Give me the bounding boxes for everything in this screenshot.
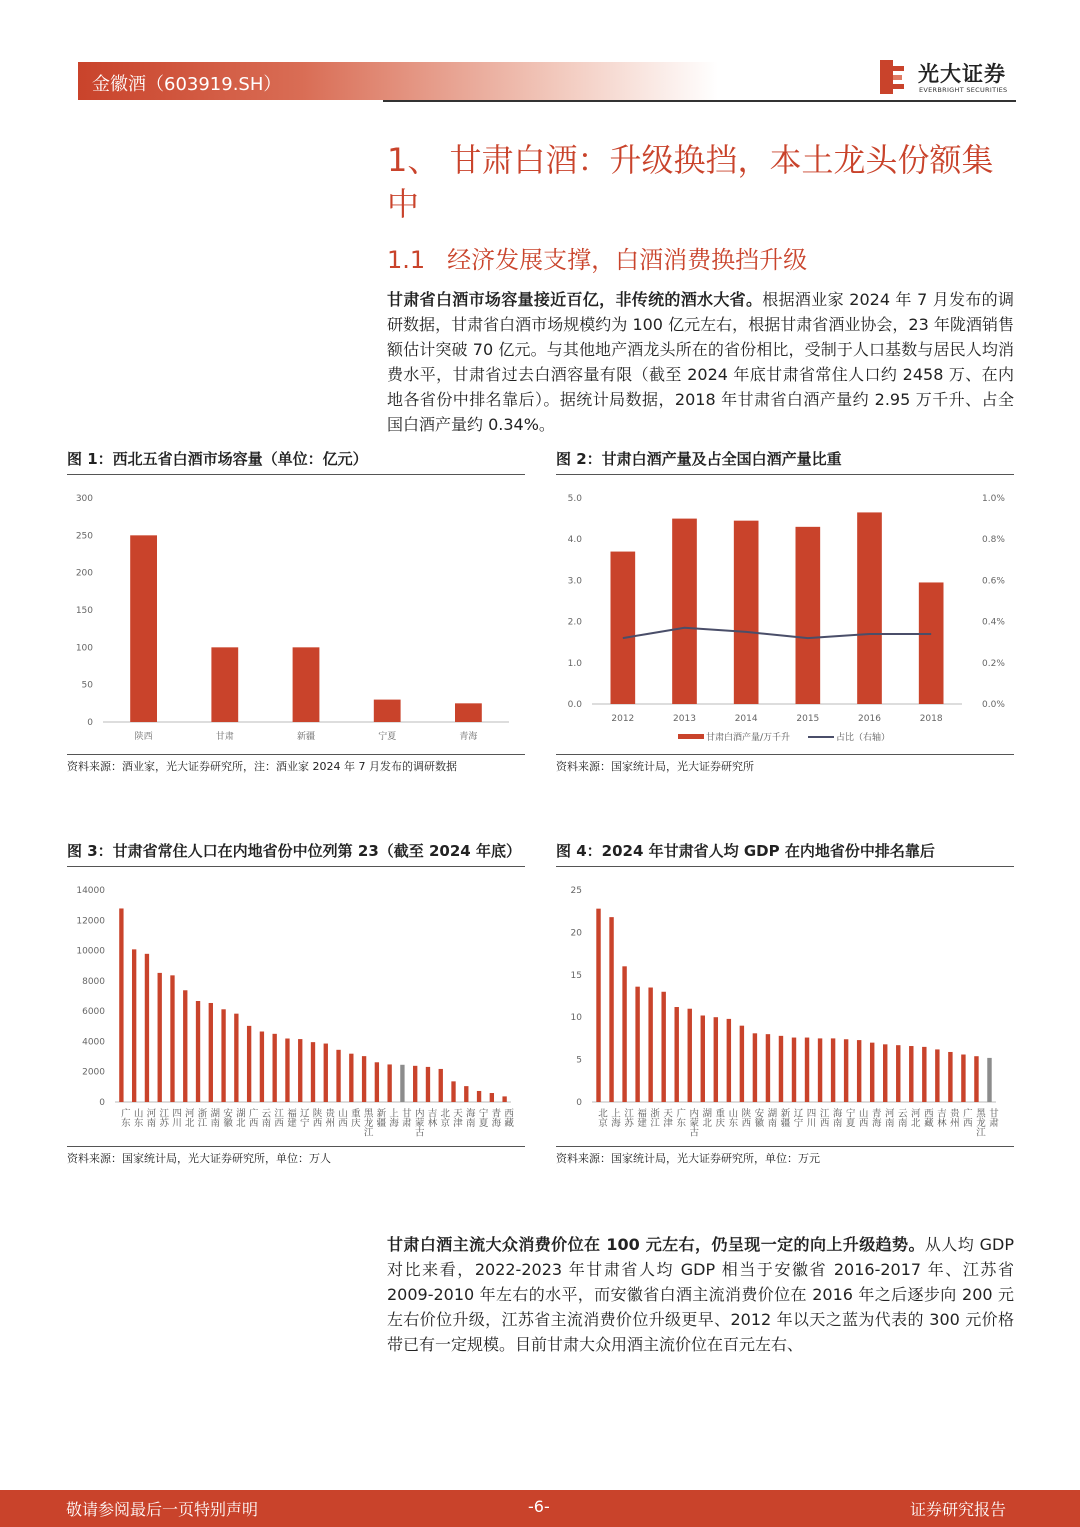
bar-陕西	[740, 1026, 744, 1102]
legend-label-bar: 甘肃白酒产量/万千升	[706, 733, 791, 743]
x-tick-label: 湖南	[765, 1108, 777, 1127]
x-tick-label: 辽宁	[297, 1108, 309, 1127]
logo-text: 光大证券	[918, 62, 1006, 86]
logo-subtext: EVERBRIGHT SECURITIES	[919, 86, 1008, 94]
x-tick-label: 辽宁	[791, 1108, 803, 1127]
bar-甘肃	[211, 647, 238, 722]
bar-河南	[145, 954, 149, 1102]
x-tick-label: 北京	[596, 1108, 608, 1127]
bar-江苏	[622, 966, 626, 1102]
x-tick-label: 江西	[272, 1108, 284, 1127]
x-tick-label: 湖北	[700, 1108, 712, 1127]
x-tick-label: 山西	[856, 1108, 868, 1127]
x-tick-label: 吉林	[934, 1108, 946, 1127]
figure-2-rule	[556, 474, 1014, 475]
everbright-logo-icon	[878, 58, 908, 96]
x-tick-label: 天津	[661, 1108, 673, 1127]
bar-陕西	[311, 1042, 315, 1102]
x-tick-label: 浙江	[648, 1108, 660, 1127]
x-tick-label: 广西	[960, 1108, 972, 1127]
x-tick-label: 海南	[463, 1108, 475, 1127]
figure-3-title: 图 3：甘肃省常住人口在内地省份中位列第 23（截至 2024 年底）	[67, 842, 521, 860]
x-tick-label: 安徽	[221, 1108, 233, 1127]
paragraph-1	[387, 287, 1014, 437]
bar-青海	[455, 703, 482, 722]
paragraph-2-lead: 甘肃白酒主流大众消费价位在 100 元左右，仍呈现一定的向上升级趋势。	[387, 1235, 925, 1254]
bar-安徽	[221, 1009, 225, 1102]
y-tick-label: 5	[576, 1055, 582, 1066]
bar-内蒙古	[688, 1009, 692, 1102]
bar-宁夏	[477, 1091, 481, 1102]
x-tick-label: 2015	[796, 714, 820, 724]
bar-青海	[870, 1043, 874, 1102]
figure-2-bottom-rule	[556, 754, 1014, 755]
y-tick-label: 150	[75, 606, 93, 616]
bar-云南	[896, 1045, 900, 1102]
bar-甘肃	[987, 1058, 991, 1102]
x-tick-label: 福建	[284, 1108, 296, 1127]
bar-广东	[119, 908, 123, 1102]
x-tick-label: 山东	[131, 1108, 143, 1127]
y2-tick-label: 0.4%	[982, 617, 1005, 628]
bar-青海	[490, 1093, 494, 1102]
footer-report-type: 证券研究报告	[909, 1500, 1006, 1519]
bar-吉林	[426, 1067, 430, 1102]
x-tick-label: 江西	[817, 1108, 829, 1127]
figure-1-bottom-rule	[67, 754, 525, 755]
x-tick-label: 西藏	[502, 1108, 514, 1127]
bar-内蒙古	[413, 1066, 417, 1102]
y-tick-label: 100	[75, 643, 93, 654]
x-tick-label: 宁夏	[843, 1108, 855, 1127]
bar-湖南	[766, 1034, 770, 1102]
x-tick-label: 2012	[611, 714, 635, 724]
x-tick-label: 宁夏	[476, 1108, 488, 1127]
x-tick-label: 甘肃	[986, 1108, 998, 1127]
x-tick-label: 2018	[919, 714, 943, 724]
x-tick-label: 河北	[182, 1108, 194, 1127]
y2-tick-label: 1.0%	[982, 494, 1005, 504]
y-tick-label: 0	[87, 718, 93, 728]
figure-3-rule	[67, 866, 525, 867]
bar-福建	[285, 1039, 289, 1102]
y2-tick-label: 0.0%	[982, 700, 1005, 710]
y-tick-label: 20	[570, 928, 582, 939]
y-tick-label: 0	[576, 1098, 582, 1108]
legend-label-line: 占比（右轴）	[836, 733, 891, 743]
x-tick-label: 青海	[489, 1108, 501, 1127]
x-tick-label: 新疆	[296, 732, 316, 742]
bar-山西	[336, 1050, 340, 1102]
y-tick-label: 25	[570, 886, 582, 896]
y-tick-label: 6000	[82, 1007, 105, 1018]
footer-disclaimer: 敬请参阅最后一页特别声明	[66, 1500, 259, 1519]
bar-山东	[727, 1019, 731, 1102]
x-tick-label: 贵州	[323, 1108, 335, 1127]
bar-2018	[919, 582, 944, 704]
bar-上海	[387, 1064, 391, 1102]
bar-西藏	[922, 1047, 926, 1102]
y-tick-label: 8000	[82, 976, 105, 987]
x-tick-label: 宁夏	[378, 732, 397, 742]
y-tick-label: 10000	[76, 946, 105, 957]
bar-海南	[831, 1038, 835, 1102]
bar-重庆	[349, 1054, 353, 1102]
x-tick-label: 福建	[635, 1108, 647, 1127]
bar-河北	[909, 1046, 913, 1102]
y-tick-label: 2.0	[567, 617, 582, 628]
bar-北京	[596, 909, 600, 1102]
bar-辽宁	[792, 1038, 796, 1102]
y-tick-label: 300	[75, 494, 93, 504]
figure-2-title: 图 2：甘肃白酒产量及占全国白酒产量比重	[556, 450, 842, 468]
x-tick-label: 重庆	[713, 1108, 725, 1127]
y-tick-label: 4000	[82, 1037, 105, 1048]
x-tick-label: 云南	[259, 1108, 271, 1127]
figure-1-rule	[67, 474, 525, 475]
y2-tick-label: 0.2%	[982, 658, 1005, 669]
figure-4-title: 图 4：2024 年甘肃省人均 GDP 在内地省份中排名靠后	[556, 842, 935, 860]
bar-2014	[734, 521, 759, 704]
x-tick-label: 甘肃	[215, 732, 234, 742]
bar-江西	[818, 1038, 822, 1102]
bar-2013	[672, 519, 697, 704]
subsection-number: 1.1	[387, 246, 426, 274]
bar-湖南	[209, 1003, 213, 1102]
x-tick-label: 2013	[673, 714, 696, 724]
y-tick-label: 1.0	[567, 658, 582, 669]
bar-海南	[464, 1086, 468, 1102]
x-tick-label: 云南	[895, 1108, 907, 1127]
bar-四川	[805, 1038, 809, 1102]
bar-北京	[439, 1069, 443, 1102]
y-tick-label: 0	[99, 1098, 105, 1108]
x-tick-label: 浙江	[195, 1108, 207, 1127]
y-tick-label: 200	[75, 568, 93, 579]
chart-1	[67, 480, 525, 752]
x-tick-label: 湖南	[208, 1108, 220, 1127]
x-tick-label: 青海	[869, 1108, 881, 1127]
paragraph-2-body: 从人均 GDP 对比来看，2022-2023 年甘肃省人均 GDP 相当于安徽省 2016-2017 年、江苏省 2009-2010 年左右的水平，而安徽省白酒主流消费价位在 2016 年之后逐步向 200 元左右价位升级，江苏省主流消费价位升级更早、2012 年以天之蓝为代表的 300 元价格带已有一定规模。目前甘肃大众用酒主流价位在百元左右、	[387, 1235, 1014, 1354]
paragraph-2	[387, 1232, 1014, 1357]
x-tick-label: 新疆	[778, 1108, 790, 1127]
x-tick-label: 陕西	[134, 732, 153, 742]
y-tick-label: 14000	[76, 886, 105, 896]
x-tick-label: 贵州	[947, 1108, 959, 1127]
bar-河北	[183, 990, 187, 1102]
bar-重庆	[714, 1017, 718, 1102]
y-tick-label: 12000	[76, 916, 105, 927]
paragraph-1-body: 根据酒业家 2024 年 7 月发布的调研数据，甘肃省白酒市场规模约为 100 亿元左右，根据甘肃省酒业协会，23 年陇酒销售额估计突破 70 亿元。与其他地产酒龙头所在的省份相比，受制于人口基数与居民人均消费水平，甘肃省过去白酒容量有限（截至 2024 年底甘肃省常住人口约 2458 万、在内地各省份中排名靠后）。据统计局数据，2018 年甘肃省白酒产量约 2.95 万千升、占全国白酒产量约 0.34%。	[387, 290, 1014, 434]
bar-福建	[635, 987, 639, 1102]
x-tick-label: 河北	[908, 1108, 920, 1127]
bar-江西	[273, 1034, 277, 1102]
x-tick-label: 内蒙古	[412, 1108, 424, 1137]
bar-宁夏	[844, 1039, 848, 1102]
bar-浙江	[196, 1001, 200, 1102]
x-tick-label: 陕西	[739, 1108, 751, 1127]
y-tick-label: 2000	[82, 1067, 105, 1078]
x-tick-label: 吉林	[425, 1108, 437, 1127]
x-tick-label: 上海	[609, 1108, 621, 1127]
bar-2015	[796, 527, 821, 704]
x-tick-label: 2014	[734, 714, 758, 724]
bar-广西	[961, 1055, 965, 1102]
x-tick-label: 上海	[387, 1108, 399, 1127]
bar-新疆	[779, 1036, 783, 1102]
bar-广东	[674, 1007, 678, 1102]
bar-湖北	[234, 1014, 238, 1102]
x-tick-label: 西藏	[921, 1108, 933, 1127]
paragraph-1-lead: 甘肃省白酒市场容量接近百亿，非传统的酒水大省。	[387, 290, 763, 309]
bar-河南	[883, 1044, 887, 1102]
figure-4-bottom-rule	[556, 1146, 1014, 1147]
x-tick-label: 甘肃	[399, 1108, 411, 1127]
figure-1-source: 资料来源：酒业家，光大证券研究所，注：酒业家 2024 年 7 月发布的调研数据	[67, 760, 457, 773]
bar-甘肃	[400, 1065, 404, 1102]
bar-湖北	[701, 1016, 705, 1102]
x-tick-label: 海南	[830, 1108, 842, 1127]
bar-广西	[247, 1026, 251, 1102]
bar-山东	[132, 949, 136, 1102]
bar-四川	[170, 975, 174, 1102]
bar-2016	[857, 512, 882, 704]
bar-宁夏	[374, 700, 401, 722]
y-tick-label: 4.0	[567, 535, 582, 546]
bar-新疆	[293, 647, 320, 722]
bar-天津	[451, 1081, 455, 1102]
x-tick-label: 广西	[246, 1108, 258, 1127]
bar-新疆	[375, 1062, 379, 1102]
x-tick-label: 天津	[451, 1108, 463, 1127]
figure-4-source: 资料来源：国家统计局，光大证券研究所，单位：万元	[556, 1152, 820, 1165]
x-tick-label: 江苏	[622, 1108, 634, 1127]
bar-西藏	[502, 1096, 506, 1102]
x-tick-label: 四川	[804, 1108, 816, 1127]
x-tick-label: 内蒙古	[687, 1108, 699, 1137]
x-tick-label: 湖北	[233, 1108, 245, 1127]
y2-tick-label: 0.8%	[982, 535, 1005, 546]
bar-贵州	[948, 1052, 952, 1102]
x-tick-label: 重庆	[348, 1108, 360, 1127]
x-tick-label: 陕西	[310, 1108, 322, 1127]
y-tick-label: 5.0	[567, 494, 582, 504]
chart-4	[556, 872, 1014, 1144]
x-tick-label: 黑龙江	[361, 1108, 373, 1137]
bar-吉林	[935, 1049, 939, 1102]
bar-黑龙江	[974, 1056, 978, 1102]
x-tick-label: 河南	[882, 1108, 894, 1127]
page-number: -6-	[528, 1497, 550, 1516]
y-tick-label: 250	[75, 531, 93, 542]
x-tick-label: 山东	[726, 1108, 738, 1127]
bar-安徽	[753, 1033, 757, 1102]
bar-2012	[611, 552, 636, 704]
legend-swatch-bar	[678, 734, 704, 739]
header-rule	[383, 100, 1016, 102]
x-tick-label: 2016	[858, 714, 881, 724]
bar-贵州	[324, 1044, 328, 1102]
x-tick-label: 山西	[336, 1108, 348, 1127]
y-tick-label: 10	[570, 1013, 582, 1024]
figure-4-rule	[556, 866, 1014, 867]
x-tick-label: 青海	[459, 732, 478, 742]
chart-2	[556, 480, 1014, 752]
figure-3-source: 资料来源：国家统计局，光大证券研究所，单位：万人	[67, 1152, 331, 1165]
x-tick-label: 黑龙江	[973, 1108, 985, 1137]
y-tick-label: 3.0	[567, 576, 582, 587]
section-title: 1、 甘肃白酒：升级换挡，本土龙头份额集中	[387, 141, 994, 223]
bar-江苏	[158, 973, 162, 1102]
bar-上海	[609, 917, 613, 1102]
bar-浙江	[648, 988, 652, 1102]
x-tick-label: 北京	[438, 1108, 450, 1127]
bar-辽宁	[298, 1039, 302, 1102]
bar-黑龙江	[362, 1056, 366, 1102]
y-tick-label: 15	[570, 970, 582, 981]
subsection-text: 经济发展支撑，白酒消费换挡升级	[447, 246, 808, 274]
y-tick-label: 50	[81, 680, 93, 691]
y2-tick-label: 0.6%	[982, 576, 1005, 587]
x-tick-label: 河南	[144, 1108, 156, 1127]
figure-2-source: 资料来源：国家统计局，光大证券研究所	[556, 760, 754, 773]
x-tick-label: 广东	[118, 1108, 130, 1127]
bar-陕西	[130, 535, 157, 722]
chart-3	[67, 872, 525, 1144]
figure-3-bottom-rule	[67, 1146, 525, 1147]
x-tick-label: 广东	[674, 1108, 686, 1127]
bar-山西	[857, 1040, 861, 1102]
x-tick-label: 四川	[169, 1108, 181, 1127]
line-series-share	[623, 628, 931, 638]
y-tick-label: 0.0	[567, 700, 582, 710]
subsection-title	[387, 240, 807, 275]
bar-天津	[661, 992, 665, 1102]
x-tick-label: 新疆	[374, 1108, 386, 1127]
figure-1-title: 图 1：西北五省白酒市场容量（单位：亿元）	[67, 450, 368, 468]
x-tick-label: 安徽	[752, 1108, 764, 1127]
x-tick-label: 江苏	[157, 1108, 169, 1127]
stock-label: 金徽酒（603919.SH）	[92, 74, 282, 95]
bar-云南	[260, 1032, 264, 1102]
